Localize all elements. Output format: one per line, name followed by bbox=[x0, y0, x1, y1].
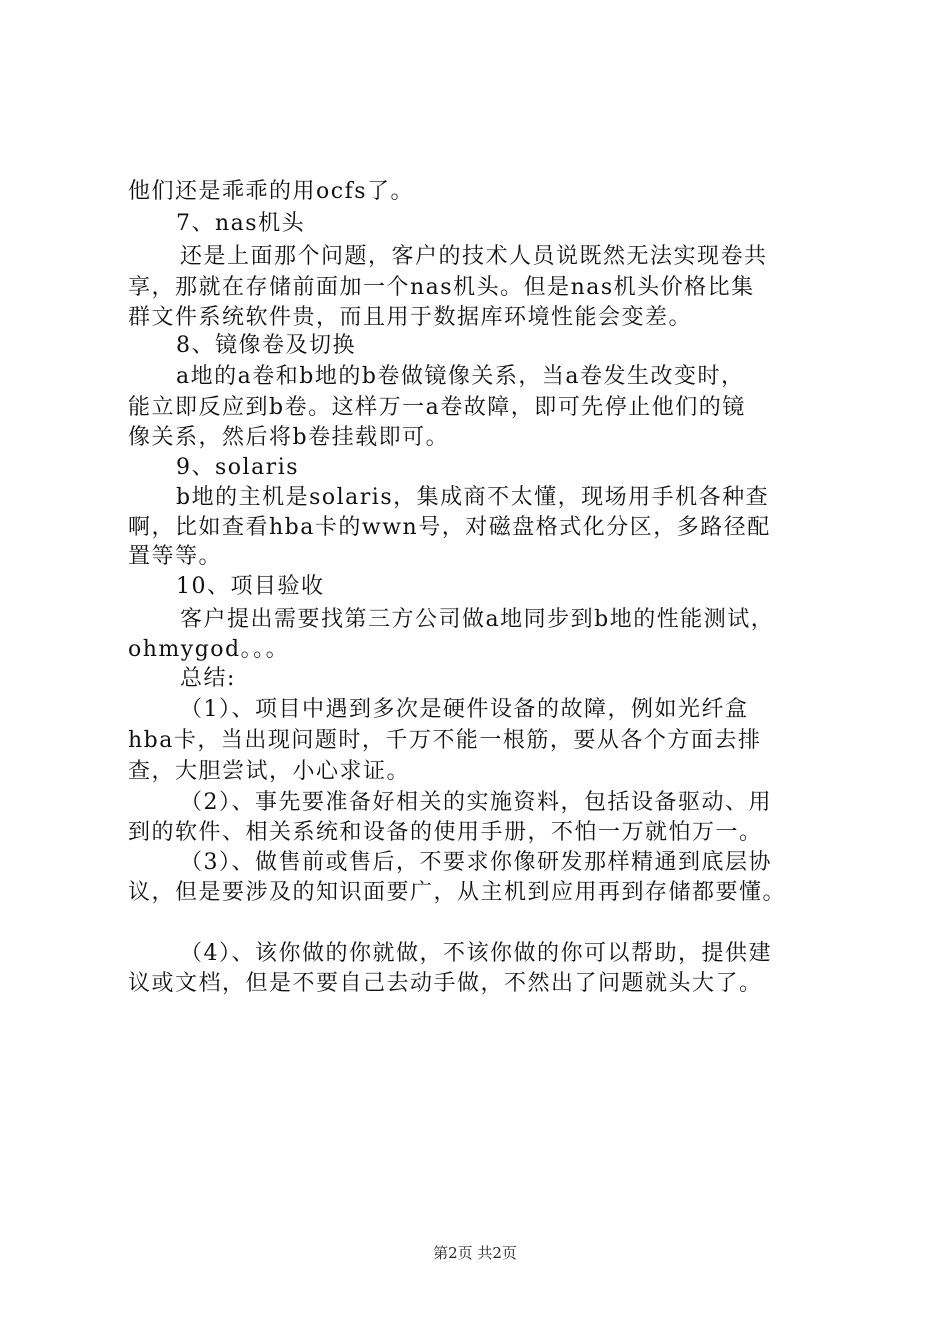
text-line: a地的a卷和b地的b卷做镜像关系，当a卷发生改变时， bbox=[176, 364, 745, 389]
text-line: 到的软件、相关系统和设备的使用手册，不怕一万就怕万一。 bbox=[128, 820, 763, 845]
text-line: 议或文档，但是不要自己去动手做，不然出了问题就头大了。 bbox=[128, 971, 763, 996]
text-line: 群文件系统软件贵，而且用于数据库环境性能会变差。 bbox=[128, 305, 693, 330]
summary-item-1: （1）、项目中遇到多次是硬件设备的故障，例如光纤盒 bbox=[180, 697, 749, 722]
text-line: b地的主机是solaris，集成商不太懂，现场用手机各种查 bbox=[176, 485, 770, 510]
summary-item-2: （2）、事先要准备好相关的实施资料，包括设备驱动、用 bbox=[180, 790, 772, 815]
text-line: 啊，比如查看hba卡的wwn号，对磁盘格式化分区，多路径配 bbox=[128, 515, 771, 540]
page-number-footer: 第2页 共2页 bbox=[433, 1244, 517, 1262]
summary-heading: 总结: bbox=[180, 666, 236, 691]
text-line: 查，大胆尝试，小心求证。 bbox=[128, 759, 411, 784]
text-line: 他们还是乖乖的用ocfs了。 bbox=[128, 179, 414, 204]
text-line: 议，但是要涉及的知识面要广，从主机到应用再到存储都要懂。 bbox=[128, 880, 787, 905]
text-line: 还是上面那个问题，客户的技术人员说既然无法实现卷共 bbox=[180, 244, 768, 269]
text-line: 享，那就在存储前面加一个nas机头。但是nas机头价格比集 bbox=[128, 275, 755, 300]
section-heading-10: 10、项目验收 bbox=[176, 574, 325, 599]
text-line: 置等等。 bbox=[128, 544, 223, 569]
text-line: 能立即反应到b卷。这样万一a卷故障，即可先停止他们的镜 bbox=[128, 395, 746, 420]
summary-item-4: （4）、该你做的你就做，不该你做的你可以帮助，提供建 bbox=[180, 941, 772, 966]
section-heading-9: 9、solaris bbox=[176, 455, 300, 480]
text-line: 客户提出需要找第三方公司做a地同步到b地的性能测试， bbox=[180, 607, 775, 632]
summary-item-3: （3）、做售前或售后，不要求你像研发那样精通到底层协 bbox=[180, 850, 772, 875]
section-heading-8: 8、镜像卷及切换 bbox=[176, 333, 356, 358]
section-heading-7: 7、nas机头 bbox=[176, 211, 306, 236]
text-line: hba卡，当出现问题时，千万不能一根筋，要从各个方面去排 bbox=[128, 728, 762, 753]
text-line: ohmygod。。。 bbox=[128, 637, 290, 662]
text-line: 像关系，然后将b卷挂载即可。 bbox=[128, 425, 450, 450]
